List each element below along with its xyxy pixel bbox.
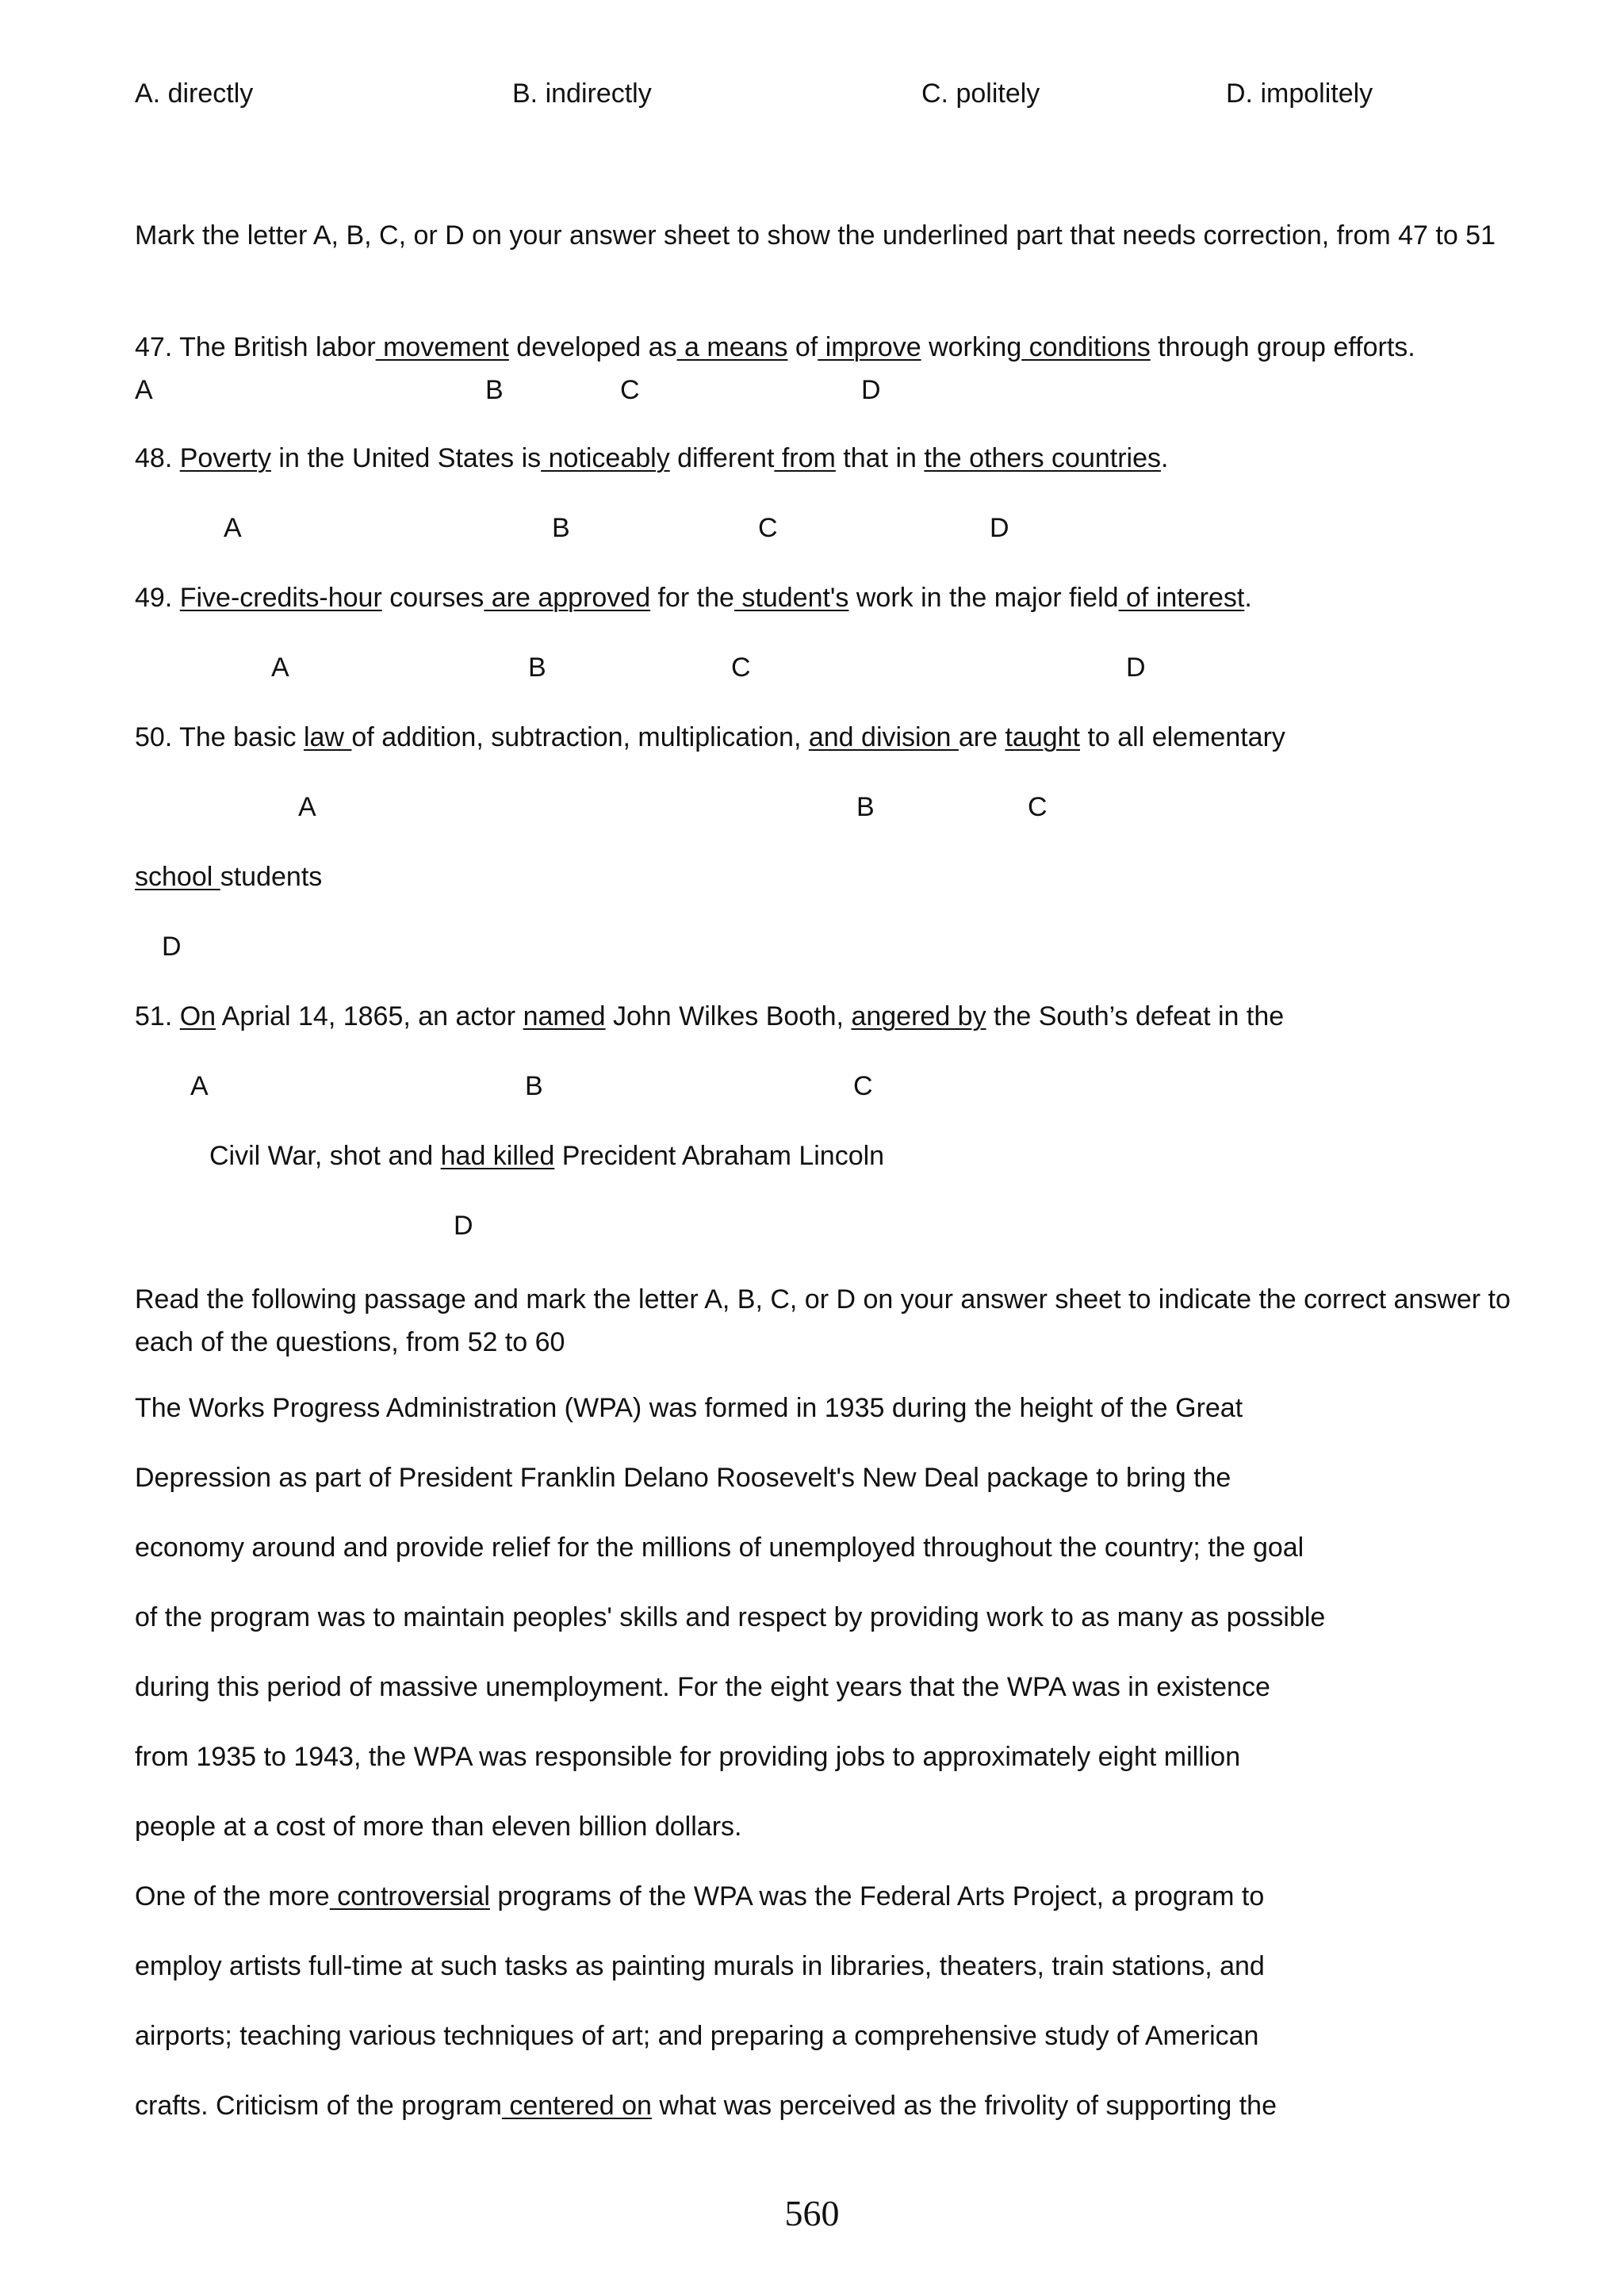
question-49: 49. Five-credits-hour courses are approved for the student's work in the major field of interest. xyxy=(135,583,1252,613)
q49-letter-d: D xyxy=(1126,652,1146,683)
q46-option-b: B. indirectly xyxy=(512,78,652,109)
question-51: 51. On Aprial 14, 1865, an actor named John Wilkes Booth, angered by the South’s defeat in the xyxy=(135,1001,1285,1031)
q51-letter-b: B xyxy=(525,1071,543,1101)
question-50-continuation: school students xyxy=(135,862,323,892)
passage-line: The Works Progress Administration (WPA) was formed in 1935 during the height of the Great xyxy=(135,1393,1243,1423)
q46-option-a: A. directly xyxy=(135,78,254,109)
q49-letter-b: B xyxy=(528,652,546,683)
passage-line: people at a cost of more than eleven billion dollars. xyxy=(135,1812,742,1842)
question-48: 48. Poverty in the United States is noticeably different from that in the others countries. xyxy=(135,443,1169,473)
passage-line: crafts. Criticism of the program centered on what was perceived as the frivolity of supporting the xyxy=(135,2091,1277,2121)
q50-letter-d: D xyxy=(162,932,182,962)
question-47: 47. The British labor movement developed as a means of improve working conditions through group efforts. xyxy=(135,332,1415,362)
instruction-error-identification: Mark the letter A, B, C, or D on your answer sheet to show the underlined part that needs correction, from 47 to 51 xyxy=(135,220,1496,251)
q47-letter-a: A xyxy=(135,375,153,405)
q51-letter-d: D xyxy=(454,1211,473,1241)
passage-line: airports; teaching various techniques of art; and preparing a comprehensive study of American xyxy=(135,2021,1259,2051)
passage-line: from 1935 to 1943, the WPA was responsible for providing jobs to approximately eight million xyxy=(135,1742,1241,1772)
passage-line: employ artists full-time at such tasks as painting murals in libraries, theaters, train stations, and xyxy=(135,1951,1265,1981)
q49-letter-c: C xyxy=(731,652,751,683)
passage-line: Depression as part of President Franklin Delano Roosevelt's New Deal package to bring the xyxy=(135,1463,1231,1493)
q46-option-d: D. impolitely xyxy=(1226,78,1373,109)
q51-letter-a: A xyxy=(190,1071,209,1101)
q47-letter-b: B xyxy=(485,375,504,405)
q47-letter-d: D xyxy=(861,375,881,405)
q50-letter-c: C xyxy=(1028,792,1048,822)
passage-line: of the program was to maintain peoples' skills and respect by providing work to as many as possible xyxy=(135,1602,1326,1632)
passage-line: economy around and provide relief for the millions of unemployed throughout the country; the goal xyxy=(135,1533,1304,1563)
q49-letter-a: A xyxy=(271,652,289,683)
q46-option-c: C. politely xyxy=(921,78,1040,109)
instruction-reading: Read the following passage and mark the letter A, B, C, or D on your answer sheet to indicate the correct answer to each of the questions, from 52 to 60 xyxy=(135,1284,1511,1357)
q48-letter-d: D xyxy=(990,513,1009,543)
q51-letter-c: C xyxy=(853,1071,873,1101)
question-51-continuation: Civil War, shot and had killed Precident Abraham Lincoln xyxy=(209,1141,885,1171)
q50-letter-a: A xyxy=(298,792,316,822)
passage-line: One of the more controversial programs of the WPA was the Federal Arts Project, a program to xyxy=(135,1881,1265,1911)
question-50: 50. The basic law of addition, subtraction, multiplication, and division are taught to all elementary xyxy=(135,722,1285,752)
passage-line: during this period of massive unemployment. For the eight years that the WPA was in existence xyxy=(135,1672,1270,1702)
q50-letter-b: B xyxy=(856,792,875,822)
q48-letter-c: C xyxy=(758,513,778,543)
q48-letter-a: A xyxy=(224,513,242,543)
q47-letter-c: C xyxy=(620,375,640,405)
page-number: 560 xyxy=(784,2193,840,2233)
q48-letter-b: B xyxy=(552,513,570,543)
